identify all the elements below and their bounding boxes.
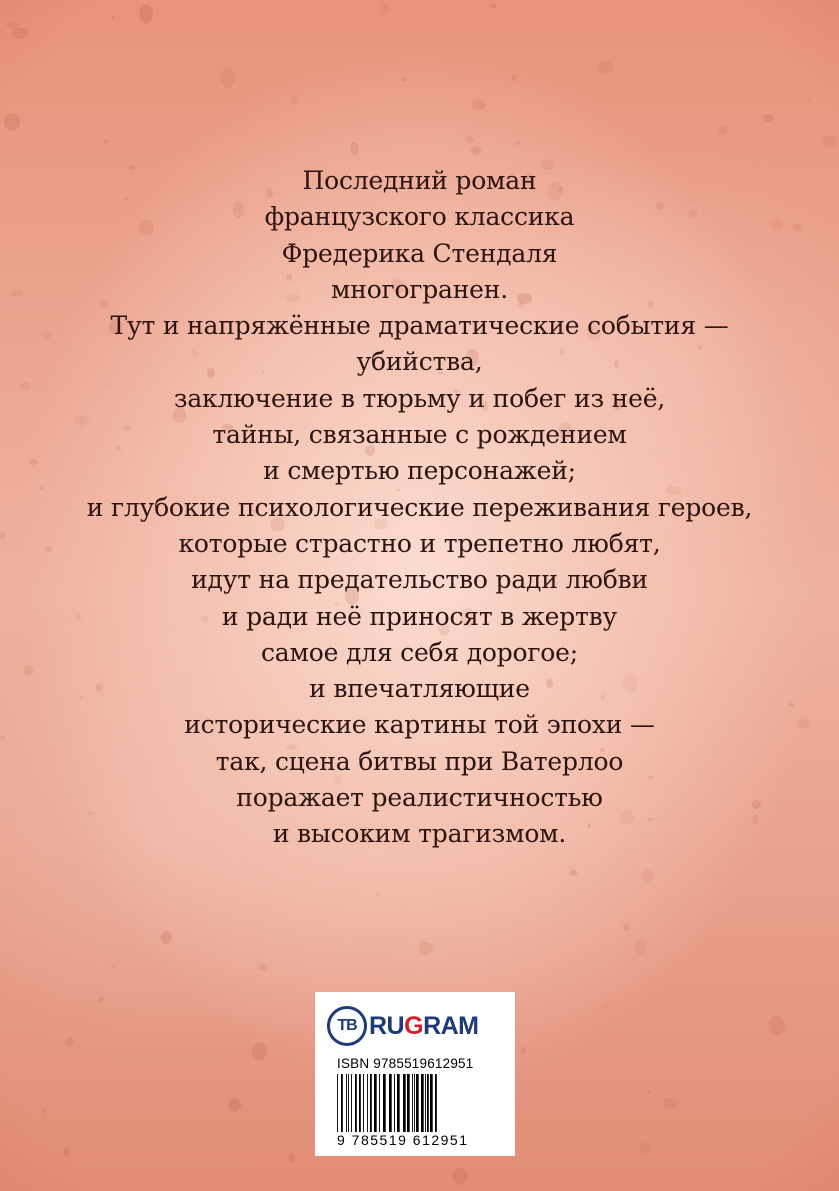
paper-speck: [252, 1042, 267, 1060]
blurb-line: исторические картины той эпохи —: [184, 710, 655, 740]
paper-speck: [229, 1098, 241, 1112]
paper-speck: [769, 1015, 785, 1034]
paper-speck: [719, 126, 727, 134]
barcode-bar: [425, 1074, 426, 1136]
barcode-bar: [397, 1074, 400, 1136]
barcode-bar: [383, 1074, 386, 1136]
barcode-bar: [430, 1074, 433, 1136]
publisher-name-part: RA: [423, 1012, 459, 1040]
blurb-line: которые страстно и трепетно любят,: [178, 528, 661, 558]
paper-speck: [640, 1142, 650, 1156]
paper-speck: [291, 94, 298, 104]
publisher-logo-icon: TB: [327, 1006, 367, 1046]
annotation-text: [0, 163, 839, 853]
paper-speck: [63, 1148, 71, 1157]
barcode-bar: [370, 1074, 372, 1136]
paper-speck: [471, 146, 481, 155]
paper-speck: [42, 1108, 46, 1115]
barcode-bar: [407, 1074, 410, 1136]
barcode-bar: [416, 1074, 419, 1136]
paper-speck: [605, 1004, 609, 1006]
paper-speck: [259, 964, 267, 971]
paper-speck: [401, 78, 406, 81]
paper-speck: [823, 135, 836, 148]
barcode-bar: [348, 1074, 349, 1136]
barcode-bar: [403, 1074, 406, 1136]
blurb-line: и впечатляющие: [309, 674, 530, 704]
blurb-line: и ради неё приносят в жертву: [221, 601, 618, 631]
paper-speck: [641, 869, 653, 883]
paper-speck: [511, 74, 517, 81]
paper-speck: [103, 139, 109, 143]
barcode-bar: [435, 1074, 437, 1136]
barcode-bar: [367, 1074, 368, 1136]
barcode-digits: 9 785519 612951: [337, 1132, 497, 1148]
blurb-line: Фредерика Стендаля: [281, 238, 558, 268]
isbn-label: ISBN 9785519612951: [337, 1056, 474, 1071]
barcode-bar: [359, 1074, 361, 1136]
blurb-line: и смертью персонажей;: [263, 456, 576, 486]
paper-speck: [521, 1047, 526, 1055]
paper-speck: [569, 870, 577, 876]
blurb-line: тайны, связанные с рождением: [212, 420, 627, 450]
publisher-name-part: G: [404, 1012, 424, 1040]
paper-speck: [623, 923, 630, 930]
paper-speck: [65, 1037, 74, 1047]
paper-speck: [419, 942, 433, 955]
paper-speck: [111, 15, 114, 19]
paper-speck: [472, 100, 487, 110]
paper-speck: [12, 28, 28, 40]
paper-speck: [220, 68, 236, 88]
publisher-logo: [327, 1006, 509, 1046]
barcode-icon: [335, 1074, 497, 1136]
paper-speck: [634, 939, 647, 955]
blurb-line: и глубокие психологические переживания героев,: [86, 492, 753, 522]
barcode-bar: [355, 1074, 357, 1136]
paper-speck: [161, 931, 172, 945]
paper-speck: [99, 997, 103, 1002]
paper-speck: [658, 1058, 662, 1061]
paper-speck: [807, 98, 811, 103]
paper-speck: [111, 964, 115, 969]
barcode-bar: [379, 1074, 380, 1136]
barcode-bar: [427, 1074, 429, 1136]
barcode-bar: [394, 1074, 395, 1136]
barcode-bar: [389, 1074, 392, 1136]
paper-speck: [647, 1091, 650, 1094]
paper-speck: [446, 980, 448, 983]
barcode-bar: [351, 1074, 352, 1136]
paper-speck: [663, 1098, 679, 1109]
paper-speck: [491, 4, 497, 8]
paper-speck: [350, 142, 359, 155]
blurb-line: заключение в тюрьму и побег из неё,: [173, 383, 666, 413]
blurb-line: поражает реалистичностью: [236, 783, 603, 813]
publisher-name-part: M: [458, 1012, 479, 1040]
paper-speck: [599, 61, 613, 73]
barcode-bar: [374, 1074, 377, 1136]
paper-speck: [763, 114, 774, 122]
blurb-line: многогранен.: [331, 274, 508, 304]
barcode-bar: [414, 1074, 415, 1136]
publisher-label: [315, 992, 515, 1156]
blurb-line: убийства,: [356, 347, 483, 377]
paper-speck: [139, 4, 153, 23]
barcode-bar: [412, 1074, 413, 1136]
blurb-line: Последний роман: [302, 166, 537, 195]
paper-speck: [465, 136, 474, 143]
barcode-bar: [346, 1074, 347, 1136]
blurb-line: идут на предательство ради любви: [191, 565, 648, 595]
paper-speck: [452, 1168, 467, 1185]
barcode-bar: [341, 1074, 343, 1136]
publisher-name-part: RU: [369, 1012, 405, 1040]
paper-speck: [381, 4, 390, 14]
paper-speck: [376, 893, 379, 895]
paper-speck: [273, 133, 277, 136]
barcode-bar: [421, 1074, 424, 1136]
blurb-line: французского классика: [264, 202, 575, 232]
paper-speck: [4, 113, 20, 131]
blurb-line: Тут и напряжённые драматические события —: [110, 311, 729, 341]
publisher-name: [369, 1006, 479, 1046]
barcode-bar: [363, 1074, 364, 1136]
paper-speck: [515, 141, 520, 145]
blurb-line: самое для себя дорогое;: [261, 637, 578, 667]
blurb-line: и высоким трагизмом.: [272, 819, 567, 849]
paper-speck: [288, 1153, 295, 1162]
barcode-bar: [337, 1074, 338, 1136]
blurb-line: так, сцена битвы при Ватерлоо: [215, 746, 624, 776]
